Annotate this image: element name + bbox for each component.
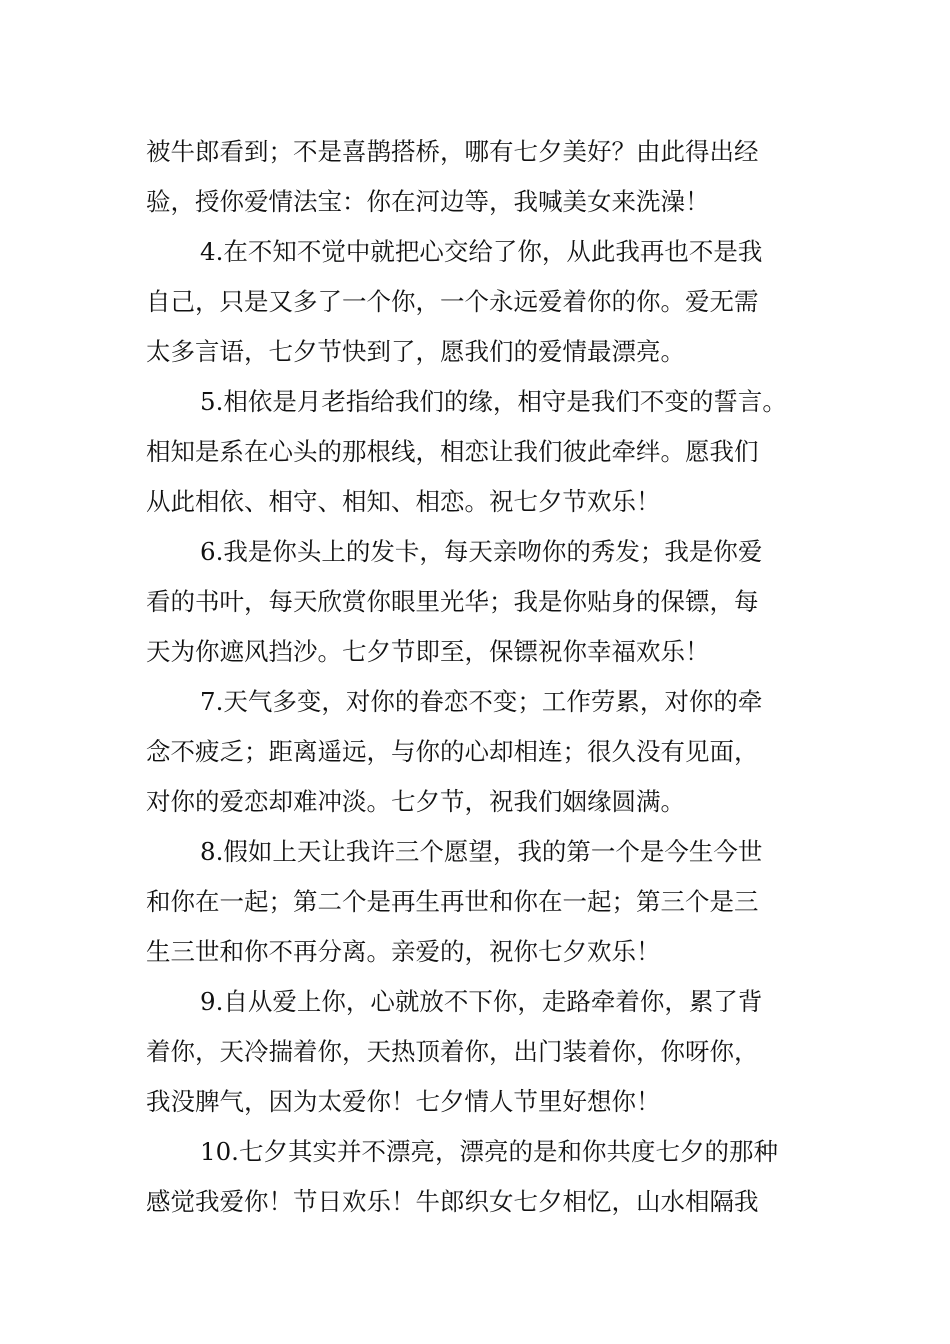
text-line: 我没脾气，因为太爱你！七夕情人节里好想你！: [146, 1087, 661, 1116]
text-line: 被牛郎看到；不是喜鹊搭桥，哪有七夕美好？由此得出经: [146, 137, 759, 166]
text-line: 对你的爱恋却难冲淡。七夕节，祝我们姻缘圆满。: [146, 787, 685, 816]
text-line: 着你，天冷揣着你，天热顶着你，出门装着你，你呀你，: [146, 1037, 759, 1066]
text-line: 念不疲乏；距离遥远，与你的心却相连；很久没有见面，: [146, 737, 759, 766]
paragraph-8-start: 8.假如上天让我许三个愿望，我的第一个是今生今世: [200, 837, 763, 866]
paragraph-10-start: 10.七夕其实并不漂亮，漂亮的是和你共度七夕的那种: [200, 1137, 778, 1166]
paragraph-7-start: 7.天气多变，对你的眷恋不变；工作劳累，对你的牵: [200, 687, 763, 716]
text-line: 感觉我爱你！节日欢乐！牛郎织女七夕相忆，山水相隔我: [146, 1187, 759, 1216]
text-line: 看的书叶，每天欣赏你眼里光华；我是你贴身的保镖，每: [146, 587, 759, 616]
text-line: 自己，只是又多了一个你，一个永远爱着你的你。爱无需: [146, 287, 759, 316]
paragraph-6-start: 6.我是你头上的发卡，每天亲吻你的秀发；我是你爱: [200, 537, 763, 566]
text-line: 从此相依、相守、相知、相恋。祝七夕节欢乐！: [146, 487, 661, 516]
text-line: 相知是系在心头的那根线，相恋让我们彼此牵绊。愿我们: [146, 437, 759, 466]
text-line: 和你在一起；第二个是再生再世和你在一起；第三个是三: [146, 887, 759, 916]
text-line: 验，授你爱情法宝：你在河边等，我喊美女来洗澡！: [146, 187, 710, 216]
paragraph-4-start: 4.在不知不觉中就把心交给了你，从此我再也不是我: [200, 237, 763, 266]
text-line: 生三世和你不再分离。亲爱的，祝你七夕欢乐！: [146, 937, 661, 966]
paragraph-5-start: 5.相依是月老指给我们的缘，相守是我们不变的誓言。: [200, 387, 787, 416]
paragraph-9-start: 9.自从爱上你，心就放不下你，走路牵着你，累了背: [200, 987, 763, 1016]
text-line: 天为你遮风挡沙。七夕节即至，保镖祝你幸福欢乐！: [146, 637, 710, 666]
text-line: 太多言语，七夕节快到了，愿我们的爱情最漂亮。: [146, 337, 685, 366]
